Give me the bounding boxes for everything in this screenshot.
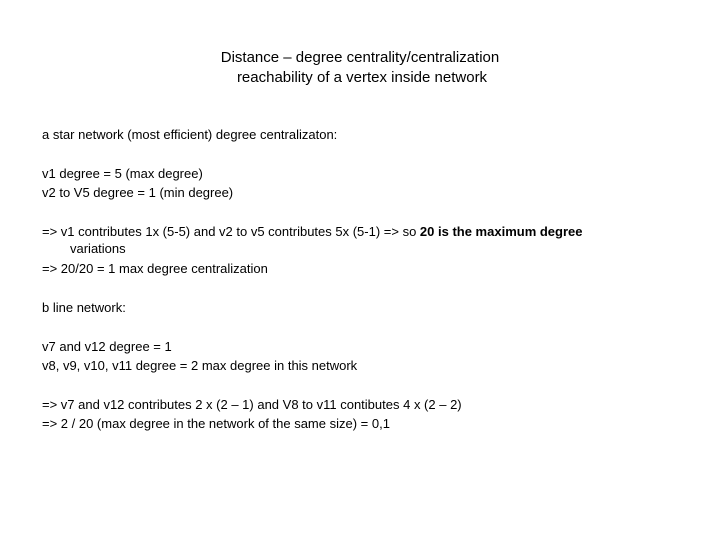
line-contribution-line: => v7 and v12 contributes 2 x (2 – 1) and V8 to v11 contibutes 4 x (2 – 2) [42,397,462,412]
slide-title [0,48,720,88]
title-line-1: Distance – degree centrality/centralization [220,49,500,66]
v2-v5-degree-line: v2 to V5 degree = 1 (min degree) [42,185,234,200]
star-contribution-line [42,222,702,241]
slide-body [42,125,702,433]
star-network-heading: a star network (most efficient) degree centralizaton: [42,127,338,142]
v1-degree-line: v1 degree = 5 (max degree) [42,166,203,181]
star-centralization-result: => 20/20 = 1 max degree centralization [42,261,268,276]
v8-v11-degree-line: v8, v9, v10, v11 degree = 2 max degree in this network [42,358,358,373]
v7-v12-degree-line: v7 and v12 degree = 1 [42,339,172,354]
title-line-2: reachability of a vertex inside network [236,69,488,86]
line-centralization-result: => 2 / 20 (max degree in the network of the same size) = 0,1 [42,416,390,431]
max-degree-emphasis: 20 is the maximum degree [419,224,583,239]
line-network-heading: b line network: [42,300,126,315]
star-contribution-text: => v1 contributes 1x (5-5) and v2 to v5 contributes 5x (5-1) => so [42,224,420,239]
star-contribution-wrap: variations [70,241,126,256]
